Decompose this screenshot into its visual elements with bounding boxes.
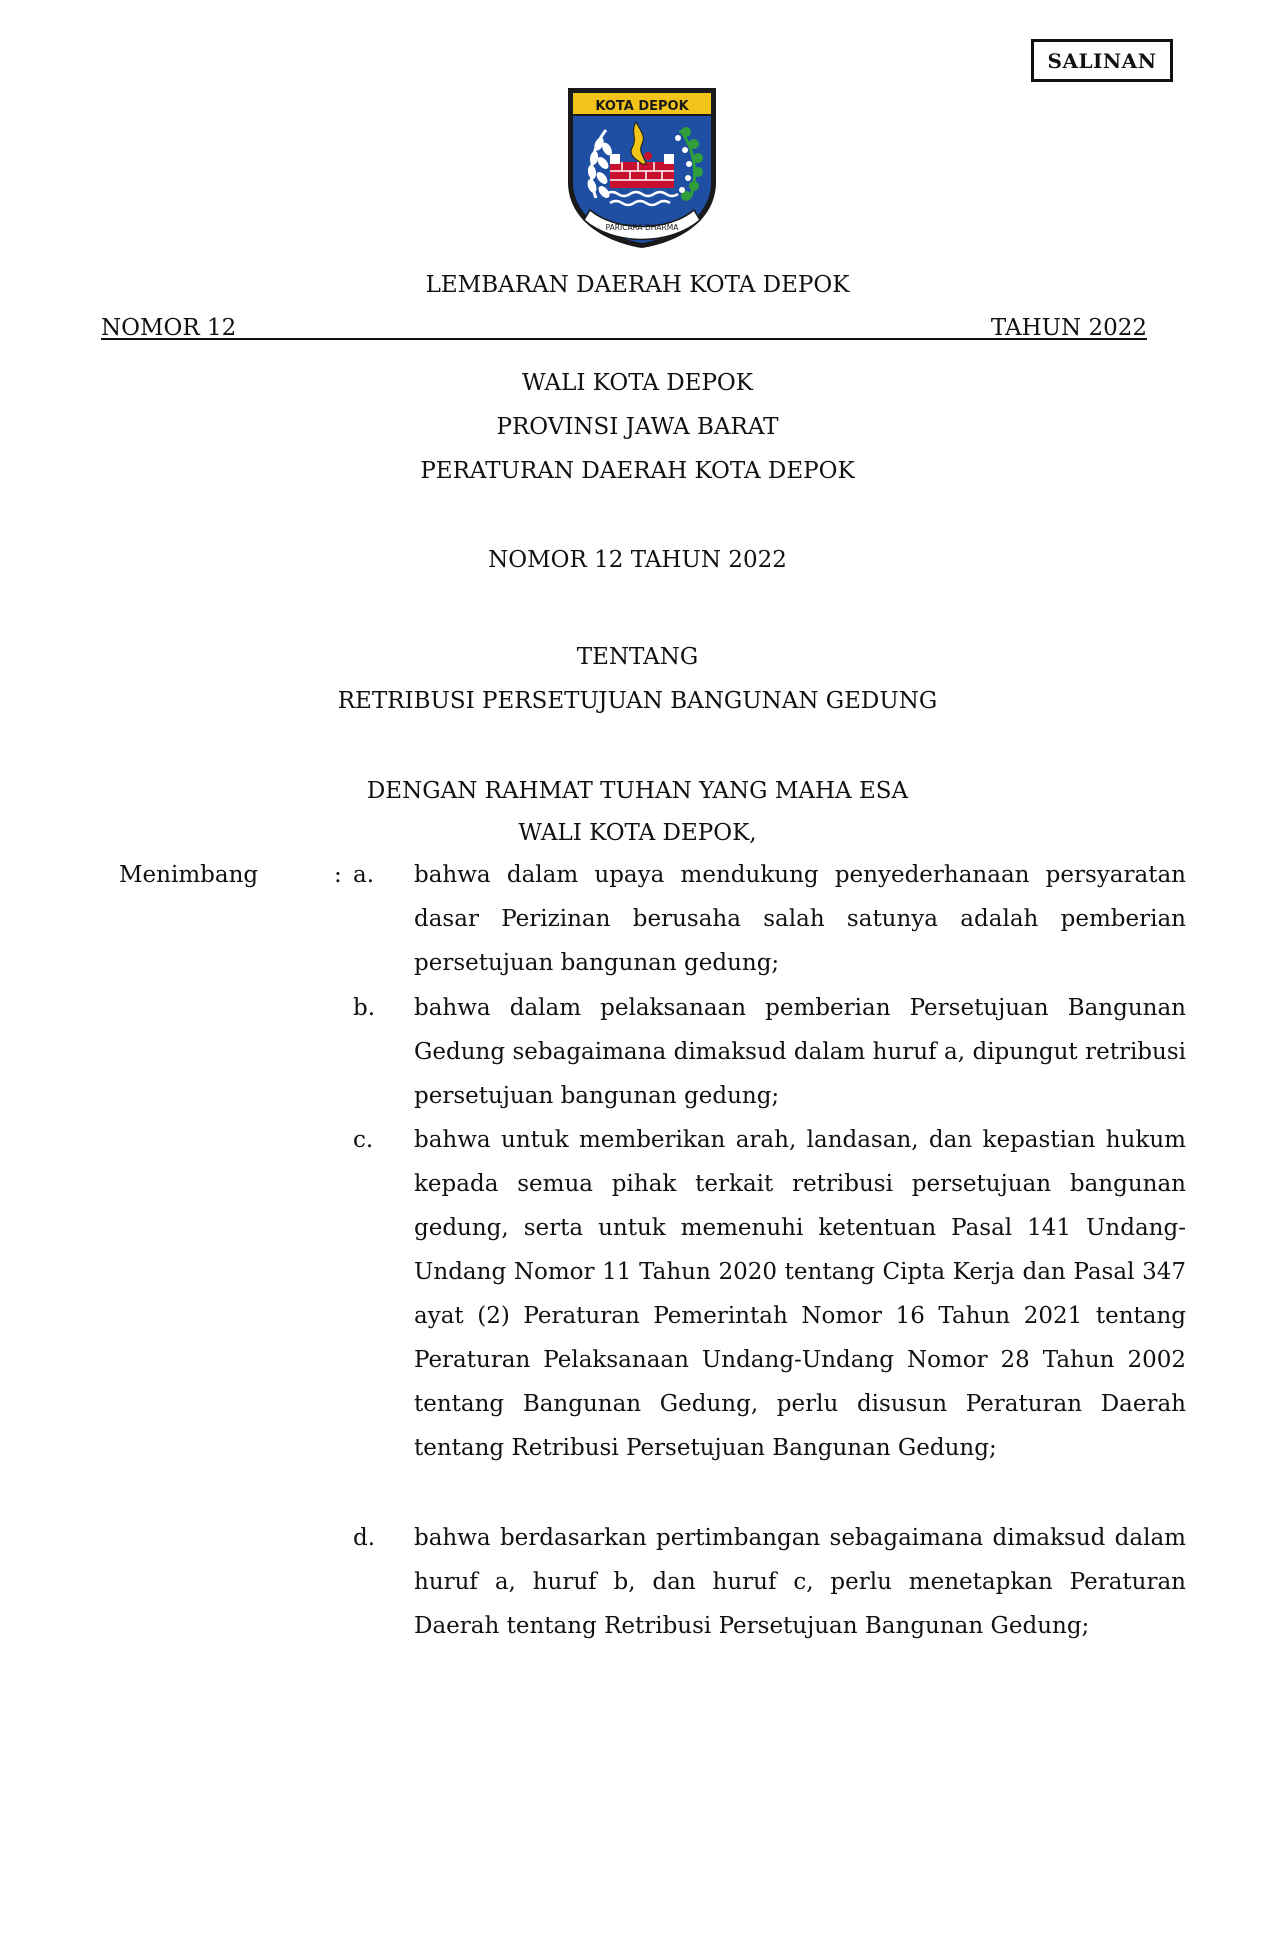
- menimbang-item-d: bahwa berdasarkan pertimbangan sebagaimana dimaksud dalam huruf a, huruf b, dan huruf c, perlu menetapkan Peraturan Daerah tentang Retribusi Persetujuan Bangunan Gedung;: [414, 1525, 1186, 1639]
- subject-heading: RETRIBUSI PERSETUJUAN BANGUNAN GEDUNG: [337, 688, 938, 714]
- nomor-tahun-heading: NOMOR 12 TAHUN 2022: [488, 547, 787, 573]
- provinsi-heading: PROVINSI JAWA BARAT: [496, 414, 779, 440]
- wali-kota-comma-line: WALI KOTA DEPOK,: [518, 820, 757, 846]
- menimbang-label: Menimbang: [119, 862, 259, 888]
- menimbang-item-c: bahwa untuk memberikan arah, landasan, dan kepastian hukum kepada semua pihak terkait retribusi persetujuan bangunan gedung, serta untuk memenuhi ketentuan Pasal 141 Undang-Undang Nomor 11 Tahun 2020 tentang Cipta Kerja dan Pasal 347 ayat (2) Peraturan Pemerintah Nomor 16 Tahun 2021 tentang Peraturan Pelaksanaan Undang-Undang Nomor 28 Tahun 2002 tentang Bangunan Gedung, perlu disusun Peraturan Daerah tentang Retribusi Persetujuan Bangunan Gedung;: [414, 1127, 1186, 1461]
- nomor-left: NOMOR 12: [101, 315, 237, 341]
- salinan-label: SALINAN: [1047, 48, 1157, 73]
- kota-depok-emblem-icon: [566, 86, 718, 250]
- menimbang-item-b: bahwa dalam pelaksanaan pemberian Persetujuan Bangunan Gedung sebagaimana dimaksud dalam huruf a, dipungut retribusi persetujuan bangunan gedung;: [414, 995, 1186, 1109]
- tahun-right: TAHUN 2022: [990, 315, 1147, 341]
- item-letter-a: a.: [353, 862, 375, 888]
- item-letter-b: b.: [353, 995, 376, 1021]
- lembaran-title: LEMBARAN DAERAH KOTA DEPOK: [425, 272, 850, 298]
- menimbang-item-a: bahwa dalam upaya mendukung penyederhanaan persyaratan dasar Perizinan berusaha salah satunya adalah pemberian persetujuan bangunan gedung;: [414, 862, 1186, 976]
- item-letter-d: d.: [353, 1525, 376, 1551]
- salinan-stamp: [1031, 39, 1173, 82]
- svg-text:PARICARA DHARMA: PARICARA DHARMA: [605, 223, 679, 232]
- svg-text:KOTA DEPOK: KOTA DEPOK: [595, 99, 689, 114]
- wali-kota-heading: WALI KOTA DEPOK: [522, 370, 753, 396]
- item-letter-c: c.: [353, 1127, 374, 1153]
- tentang-heading: TENTANG: [576, 644, 699, 670]
- rahmat-line: DENGAN RAHMAT TUHAN YANG MAHA ESA: [366, 778, 909, 804]
- menimbang-colon: :: [334, 862, 342, 888]
- peraturan-heading: PERATURAN DAERAH KOTA DEPOK: [420, 458, 855, 484]
- nomor-tahun-row: [101, 313, 1147, 343]
